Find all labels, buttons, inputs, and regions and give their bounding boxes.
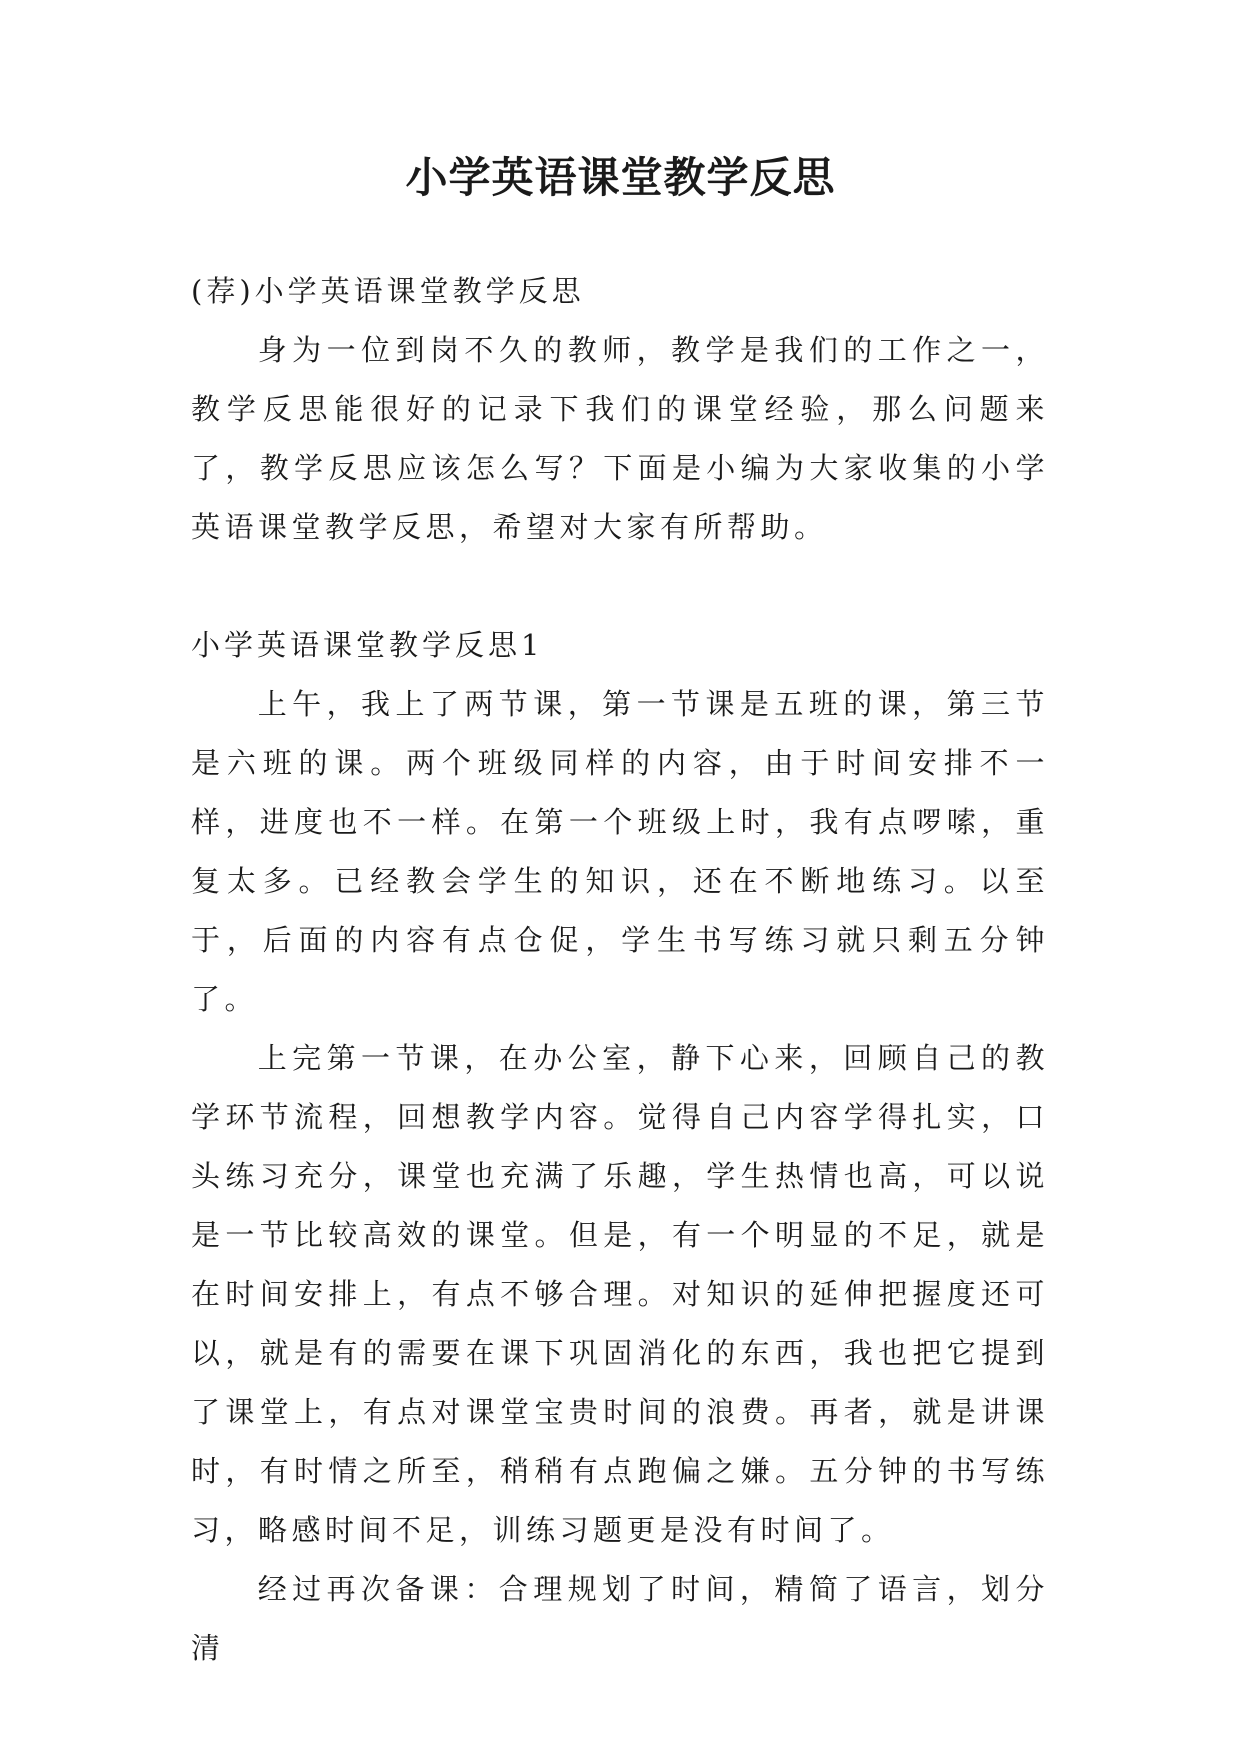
section-heading: 小学英语课堂教学反思1: [191, 628, 544, 662]
document-body: [191, 262, 1049, 1678]
document-title: 小学英语课堂教学反思: [405, 153, 836, 202]
intro-paragraph: 身为一位到岗不久的教师，教学是我们的工作之一，教学反思能很好的记录下我们的课堂经验，那么问题来了，教学反思应该怎么写？下面是小编为大家收集的小学英语课堂教学反思，希望对大家有所帮助。: [191, 333, 1049, 544]
body-paragraph: 上午，我上了两节课，第一节课是五班的课，第三节是六班的课。两个班级同样的内容，由于时间安排不一样，进度也不一样。在第一个班级上时，我有点啰嗦，重复太多。已经教会学生的知识，还在不断地练习。以至于，后面的内容有点仓促，学生书写练习就只剩五分钟了。: [191, 687, 1049, 1016]
spacer: [191, 557, 1049, 616]
body-paragraph: 上完第一节课，在办公室，静下心来，回顾自己的教学环节流程，回想教学内容。觉得自己内容学得扎实，口头练习充分，课堂也充满了乐趣，学生热情也高，可以说是一节比较高效的课堂。但是，有一个明显的不足，就是在时间安排上，有点不够合理。对知识的延伸把握度还可以，就是有的需要在课下巩固消化的东西，我也把它提到了课堂上，有点对课堂宝贵时间的浪费。再者，就是讲课时，有时情之所至，稍稍有点跑偏之嫌。五分钟的书写练习，略感时间不足，训练习题更是没有时间了。: [191, 1041, 1049, 1547]
body-paragraph: 经过再次备课：合理规划了时间，精简了语言，划分清: [191, 1572, 1049, 1665]
document-subtitle: (荐)小学英语课堂教学反思: [191, 274, 585, 308]
